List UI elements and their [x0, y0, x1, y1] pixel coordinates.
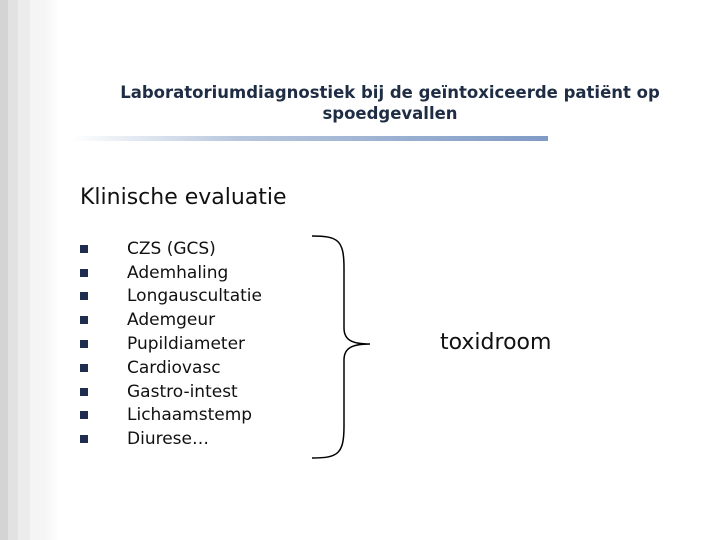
list-item-text: CZS (GCS) [127, 238, 216, 259]
slide-title-line-1: Laboratoriumdiagnostiek bij de geïntoxiceerde patiënt op [120, 83, 660, 102]
list-item [80, 356, 262, 380]
list-item-text: Ademhaling [127, 262, 229, 283]
list-item-text: Diurese… [127, 429, 209, 450]
list-item-text: Lichaamstemp [127, 405, 253, 426]
slide-title [90, 82, 690, 124]
list-item-text: Gastro-intest [127, 381, 238, 402]
result-label: toxidroom [440, 330, 552, 355]
list-item [80, 308, 262, 332]
list-item-text: Pupildiameter [127, 334, 246, 355]
decorative-side-stripes [0, 0, 60, 540]
slide-subtitle: Klinische evaluatie [80, 185, 287, 210]
square-bullet-icon [80, 292, 88, 300]
square-bullet-icon [80, 340, 88, 348]
list-item-text: Longauscultatie [127, 286, 262, 307]
square-bullet-icon [80, 435, 88, 443]
list-item-text: Cardiovasc [127, 357, 221, 378]
square-bullet-icon [80, 269, 88, 277]
list-item-text: Ademgeur [127, 310, 216, 331]
right-brace-icon [308, 232, 388, 462]
square-bullet-icon [80, 411, 88, 419]
list-item [80, 404, 262, 428]
list-item [80, 237, 262, 261]
list-item [80, 261, 262, 285]
square-bullet-icon [80, 388, 88, 396]
evaluation-list [80, 237, 262, 451]
title-underline [70, 136, 548, 141]
square-bullet-icon [80, 316, 88, 324]
square-bullet-icon [80, 245, 88, 253]
square-bullet-icon [80, 364, 88, 372]
list-item [80, 380, 262, 404]
list-item [80, 285, 262, 309]
list-item [80, 332, 262, 356]
list-item [80, 427, 262, 451]
slide-title-line-2: spoedgevallen [322, 104, 458, 123]
